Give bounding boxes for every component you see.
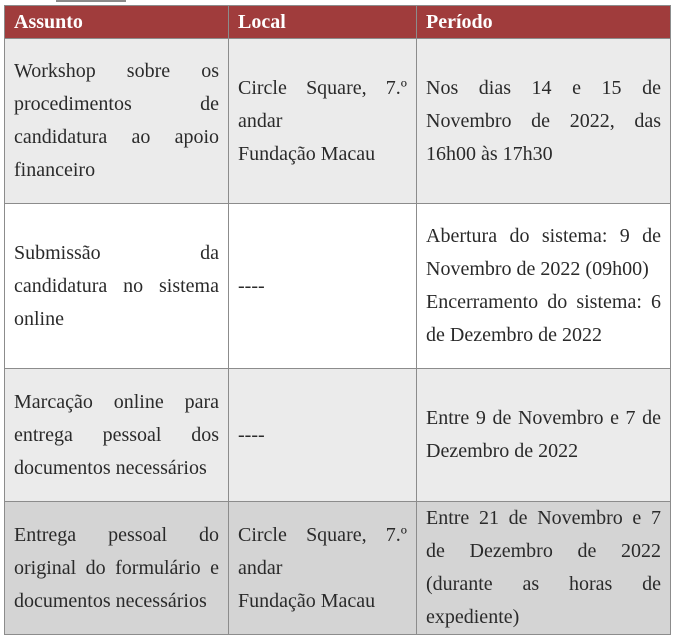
local-line: Fundação Macau [238, 142, 376, 165]
periodo-line: Entre 21 de Novembro e 7 de Dezembro de 2022 (durante as horas de expediente) [426, 507, 661, 628]
cell-periodo [417, 502, 671, 635]
local-line: Circle Square, 7.º andar [238, 76, 407, 132]
cell-local [229, 502, 417, 635]
cell-local [229, 204, 417, 369]
schedule-table [4, 5, 671, 635]
cell-assunto: Marcação online para entrega pessoal dos documentos necessários [5, 369, 229, 502]
cell-local [229, 39, 417, 204]
table-row [5, 369, 671, 502]
periodo-line: Nos dias 14 e 15 de Novembro de 2022, das 16h00 às 17h30 [426, 76, 661, 165]
cell-assunto: Entrega pessoal do original do formulário e documentos necessários [5, 502, 229, 635]
header-assunto: Assunto [5, 6, 229, 39]
cell-periodo [417, 369, 671, 502]
table-row [5, 502, 671, 635]
periodo-line: Abertura do sistema: 9 de Novembro de 2022 (09h00) [426, 225, 661, 280]
cell-periodo [417, 204, 671, 369]
table-row [5, 39, 671, 204]
cell-periodo [417, 39, 671, 204]
cell-assunto: Workshop sobre os procedimentos de candidatura ao apoio financeiro [5, 39, 229, 204]
table-row [5, 204, 671, 369]
local-line: ---- [238, 274, 265, 297]
local-line: Circle Square, 7.º andar [238, 523, 407, 579]
periodo-line: Entre 9 de Novembro e 7 de Dezembro de 2022 [426, 407, 661, 462]
cell-local [229, 369, 417, 502]
header-local: Local [229, 6, 417, 39]
local-line: Fundação Macau [238, 589, 376, 612]
periodo-line: Encerramento do sistema: 6 de Dezembro de 2022 [426, 291, 661, 346]
local-line: ---- [238, 423, 265, 446]
table-header-row [5, 6, 671, 39]
header-periodo: Período [417, 6, 671, 39]
cell-assunto: Submissão da candidatura no sistema online [5, 204, 229, 369]
